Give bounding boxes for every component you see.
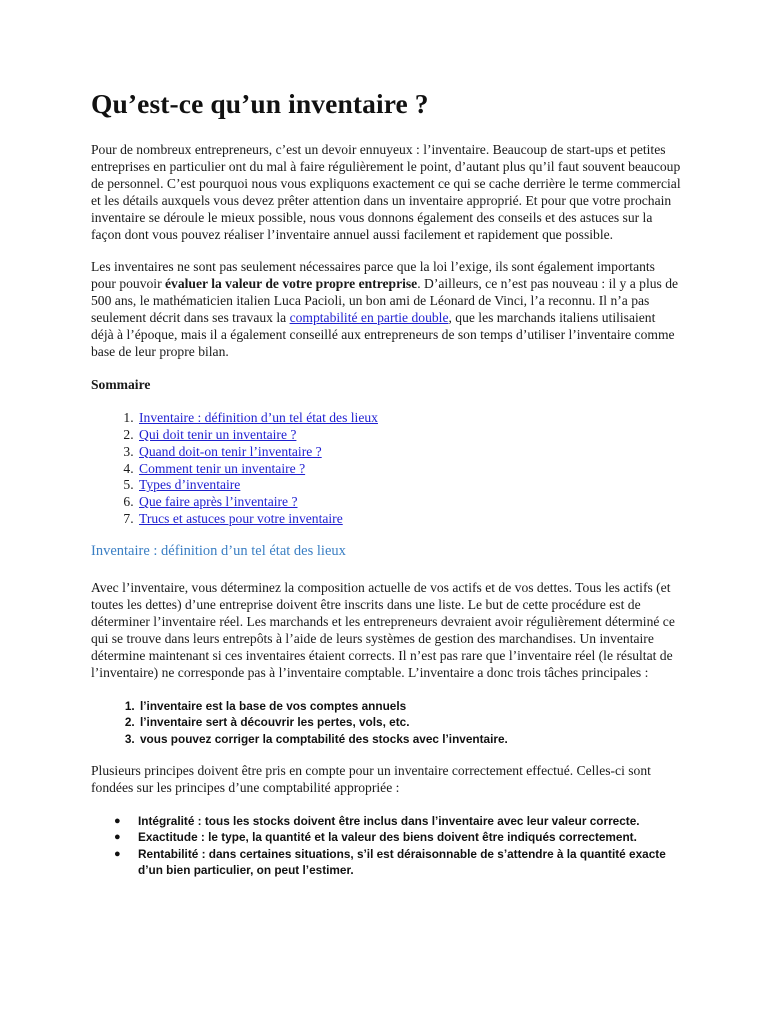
toc-link-definition[interactable]: Inventaire : définition d’un tel état des lieux: [139, 409, 378, 425]
principle-text: Rentabilité : dans certaines situations, s’il est déraisonnable de s’attendre à la quantité exacte d’un bien particulier, on peut l’estimer.: [138, 846, 666, 878]
double-entry-link[interactable]: comptabilité en partie double: [289, 310, 449, 326]
document-body: [91, 86, 681, 895]
section-heading-definition: Inventaire : définition d’un tel état des lieux: [91, 543, 346, 560]
principle-text: Intégralité : tous les stocks doivent être inclus dans l’inventaire avec leur valeur correcte.: [138, 813, 640, 828]
principle-item: [114, 829, 681, 846]
toc-item: [137, 511, 681, 528]
principles-intro-paragraph: Plusieurs principes doivent être pris en compte pour un inventaire correctement effectué. Celles-ci sont fondées sur les principes d’une comptabilité appropriée :: [91, 763, 651, 795]
toc-link-types[interactable]: Types d’inventaire: [139, 477, 241, 493]
history-bold-phrase: évaluer la valeur de votre propre entreprise: [165, 276, 418, 292]
toc-item: [137, 427, 681, 444]
history-text-3: , que les marchands italiens utilisaient déjà à l’époque, mais il a également conseillé aux entrepreneurs de son temps d’utiliser l’inventaire comme base de leur propre bilan.: [91, 310, 675, 359]
task-item: 3. vous pouvez corriger la comptabilité des stocks avec l’inventaire.: [138, 731, 681, 748]
toc-link-trucs[interactable]: Trucs et astuces pour votre inventaire: [139, 511, 343, 527]
toc-link-comment[interactable]: Comment tenir un inventaire ?: [139, 460, 306, 476]
principle-item: [114, 846, 681, 879]
history-paragraph: [91, 259, 681, 360]
toc-link-apres[interactable]: Que faire après l’inventaire ?: [139, 494, 298, 510]
toc-item: [137, 494, 681, 511]
task-item: 1. l’inventaire est la base de vos comptes annuels: [138, 698, 681, 715]
table-of-contents: [91, 410, 681, 528]
toc-item: [137, 444, 681, 461]
bullet-icon: ●: [114, 814, 121, 827]
principle-item: [114, 813, 681, 830]
definition-paragraph: Avec l’inventaire, vous déterminez la composition actuelle de vos actifs et de vos dettes. Tous les actifs (et toutes les dettes) d’une entreprise doivent être inscrits dans une liste. Le but de cette procédure est de déterminer l’inventaire réel. Les marchands et les entrepreneurs devraient avoir régulièrement déterminé ce qui se trouve dans leurs entrepôts à l’aide de leurs systèmes de gestion des marchandises. Un inventaire détermine maintenant si ces inventaires étaient corrects. Il n’est pas rare que l’inventaire réel (le résultat de l’inventaire) ne corresponde pas à l’inventaire comptable. L’inventaire a donc trois tâches principales :: [91, 580, 675, 680]
bullet-icon: ●: [114, 831, 121, 844]
page-title: Qu’est-ce qu’un inventaire ?: [91, 88, 429, 119]
toc-item: [137, 461, 681, 478]
task-item: 2. l’inventaire sert à découvrir les pertes, vols, etc.: [138, 714, 681, 731]
toc-item: [137, 477, 681, 494]
history-text-2: . D’ailleurs, ce n’est pas nouveau : il y a plus de 500 ans, le mathématicien italien Luca Pacioli, un bon ami de Léonard de Vinci, l’a reconnu. Il n’a pas seulement décrit dans ses travaux la: [91, 276, 679, 326]
principle-text: Exactitude : le type, la quantité et la valeur des biens doivent être indiqués correctement.: [138, 830, 637, 845]
toc-link-quand[interactable]: Quand doit-on tenir l’inventaire ?: [139, 443, 322, 459]
sommaire-heading: Sommaire: [91, 376, 151, 392]
toc-link-qui[interactable]: Qui doit tenir un inventaire ?: [139, 426, 297, 442]
bullet-icon: ●: [114, 847, 121, 860]
toc-item: [137, 410, 681, 427]
intro-paragraph: Pour de nombreux entrepreneurs, c’est un devoir ennuyeux : l’inventaire. Beaucoup de start-ups et petites entreprises en particulier ont du mal à faire régulièrement le point, d’autant plus qu’il faut souvent beaucoup de personnel. C’est pourquoi nous vous expliquons exactement ce qui se cache derrière le terme commercial et les détails auxquels vous devez prêter attention dans un inventaire approprié. Et pour que votre prochain inventaire se déroule le mieux possible, nous vous donnons également des conseils et des astuces sur la façon dont vous pouvez réaliser l’inventaire annuel aussi facilement et rapidement que possible.: [91, 142, 681, 242]
principles-list: [91, 813, 681, 879]
history-text-1: Les inventaires ne sont pas seulement nécessaires parce que la loi l’exige, ils sont également importants pour pouvoir: [91, 259, 655, 292]
tasks-list: [91, 698, 681, 748]
